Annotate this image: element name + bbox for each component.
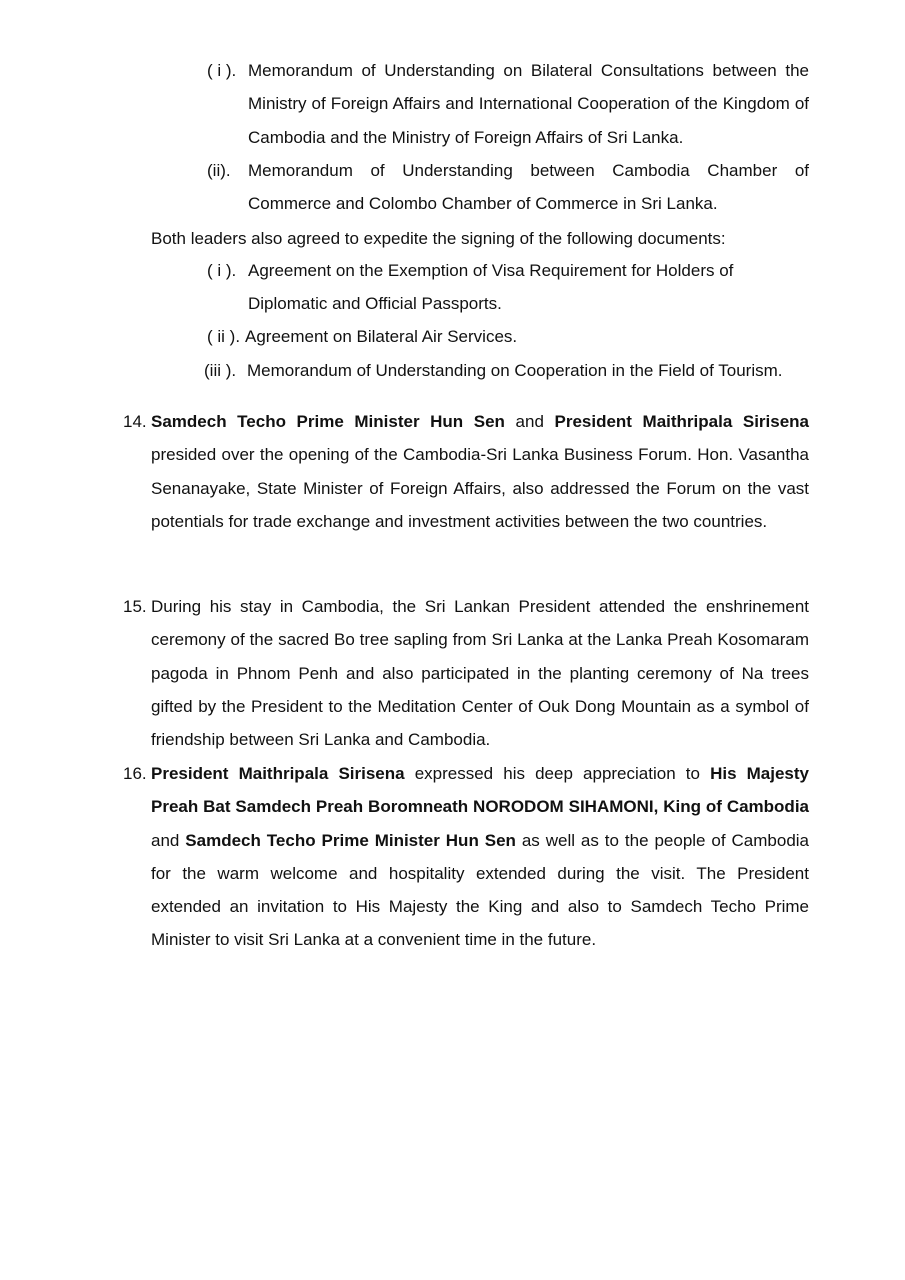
list-marker: (iii ). bbox=[204, 361, 237, 380]
list-marker: ( ii ). bbox=[207, 327, 241, 346]
paragraph-text: and bbox=[504, 412, 555, 431]
list-item-text: Agreement on the Exemption of Visa Requirement for Holders of Diplomatic and Official Passports. bbox=[248, 261, 734, 314]
list-item-a2 bbox=[207, 154, 809, 221]
paragraph-16 bbox=[123, 757, 810, 957]
intro-sentence: Both leaders also agreed to expedite the signing of the following documents: bbox=[151, 229, 726, 248]
list-item-b3 bbox=[204, 354, 814, 387]
list-item-text: Memorandum of Understanding on Cooperation in the Field of Tourism. bbox=[247, 361, 783, 380]
bold-name: President Maithripala Sirisena bbox=[151, 764, 405, 783]
paragraph-text: presided over the opening of the Cambodia-Sri Lanka Business Forum. Hon. Vasantha Senanayake, State Minister of Foreign Affairs, also addressed the Forum on the vast potentials for trade exchange and investment activities between the two countries. bbox=[151, 445, 809, 531]
paragraph-14 bbox=[123, 405, 810, 538]
list-item-text: Memorandum of Understanding between Cambodia Chamber of Commerce and Colombo Chamber of Commerce in Sri Lanka. bbox=[248, 161, 809, 214]
list-item-text: Memorandum of Understanding on Bilateral Consultations between the Ministry of Foreign Affairs and International Cooperation of the Kingdom of Cambodia and the Ministry of Foreign Affairs of Sri Lanka. bbox=[248, 61, 809, 147]
bold-name: President Maithripala Sirisena bbox=[554, 412, 810, 431]
bold-name: Samdech Techo Prime Minister Hun Sen bbox=[151, 412, 505, 431]
bold-name: His Majesty Preah Bat Samdech Preah Boromneath NORODOM SIHAMONI, King of Cambodia bbox=[151, 764, 809, 817]
paragraph-text: expressed his deep appreciation to bbox=[404, 764, 711, 783]
paragraph-text: as well as to the people of Cambodia for the warm welcome and hospitality extended during the visit. The President extended an invitation to His Majesty the King and also to Samdech Techo Prime Minister to visit Sri Lanka at a convenient time in the future. bbox=[151, 830, 810, 950]
list-marker: (ii). bbox=[207, 161, 231, 180]
list-marker: ( i ). bbox=[207, 261, 237, 280]
list-item-b2 bbox=[207, 320, 809, 353]
bold-name: Samdech Techo Prime Minister Hun Sen bbox=[185, 830, 516, 850]
paragraph-text: During his stay in Cambodia, the Sri Lankan President attended the enshrinement ceremony of the sacred Bo tree sapling from Sri Lanka at the Lanka Preah Kosomaram pagoda in Phnom Penh and also participated in the planting ceremony of Na trees gifted by the President to the Meditation Center of Ouk Dong Mountain as a symbol of friendship between Sri Lanka and Cambodia. bbox=[151, 597, 809, 750]
paragraph-text: and bbox=[151, 830, 186, 850]
paragraph-number: 16. bbox=[123, 764, 147, 783]
list-item-a1 bbox=[207, 54, 809, 154]
paragraph-15 bbox=[123, 590, 809, 756]
paragraph-number: 15. bbox=[123, 597, 147, 616]
list-marker: ( i ). bbox=[207, 61, 237, 80]
list-item-text: Agreement on Bilateral Air Services. bbox=[245, 327, 518, 346]
paragraph-number: 14. bbox=[123, 412, 147, 431]
list-item-b1 bbox=[207, 254, 767, 321]
